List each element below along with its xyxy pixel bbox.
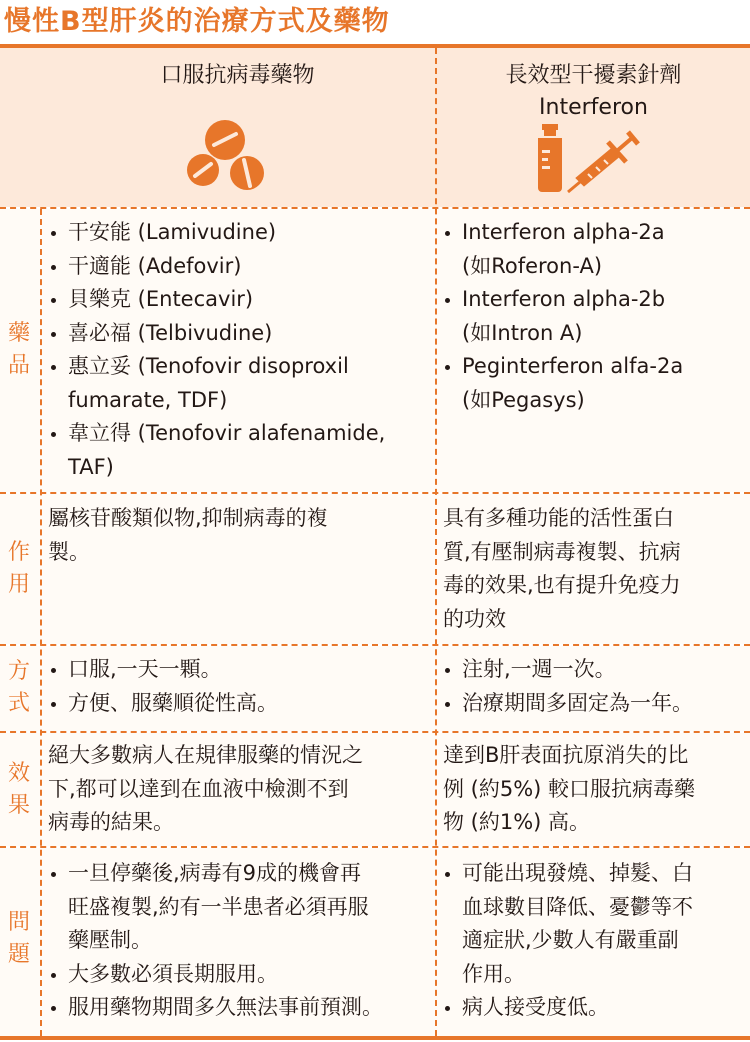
column-heading-interferon	[437, 60, 750, 124]
list-item-text: (如Intron A)	[462, 320, 583, 345]
text-line: 絕大多數病人在規律服藥的情況之	[48, 743, 363, 767]
list-item	[46, 317, 431, 351]
cell-problems-oral	[46, 857, 431, 1025]
list-item-text: TAF)	[68, 454, 114, 479]
list-item-text: 旺盛複製,約有一半患者必須再服	[68, 894, 369, 919]
text-line: 製。	[48, 539, 90, 564]
list-item-text: Interferon alpha-2b	[462, 287, 666, 311]
text-line: 下,都可以達到在血液中檢測不到	[48, 776, 349, 801]
cell-method-interferon	[440, 653, 746, 720]
cell-drugs-interferon	[440, 216, 746, 417]
list-item-text: (如Pegasys)	[462, 387, 585, 412]
cell-drugs-oral	[46, 216, 431, 484]
list-item-text: (如Roferon-A)	[462, 253, 603, 278]
list-item	[46, 216, 431, 250]
text-line: 毒的效果,也有提升免疫力	[443, 573, 681, 597]
row-label-effect	[0, 758, 38, 822]
list-item	[440, 653, 746, 687]
list-item	[440, 216, 746, 283]
list-item	[46, 350, 431, 417]
list-item-text: 口服,一天一顆。	[68, 657, 222, 681]
list-item	[46, 991, 431, 1025]
cell-action-interferon	[443, 502, 746, 636]
page-title: 慢性B型肝炎的治療方式及藥物	[4, 6, 390, 37]
cell-action-oral	[48, 502, 431, 569]
list-item	[46, 250, 431, 284]
list-item	[46, 653, 431, 687]
list-item-text: 一旦停藥後,病毒有9成的機會再	[68, 861, 362, 885]
row-label-char: 方	[7, 659, 30, 684]
row-divider	[0, 492, 750, 494]
list-item	[46, 283, 431, 317]
list-item	[440, 283, 746, 350]
list-item-text: 惠立妥 (Tenofovir disoproxil	[68, 354, 349, 378]
list-item-text: 韋立得 (Tenofovir alafenamide,	[68, 421, 386, 445]
column-heading-oral-text: 口服抗病毒藥物	[160, 63, 315, 88]
text-line: 達到B肝表面抗原消失的比	[443, 743, 689, 767]
list-item	[440, 687, 746, 721]
list-item	[440, 857, 746, 991]
list-item-text: 方便、服藥順從性高。	[68, 690, 278, 715]
list-item-text: Interferon alpha-2a	[462, 220, 665, 244]
row-label-char: 式	[7, 691, 30, 716]
cell-effect-oral	[48, 739, 431, 840]
row-label-method	[0, 656, 38, 720]
list-item-text: 大多數必須長期服用。	[68, 961, 278, 986]
row-label-action	[0, 537, 38, 601]
text-line: 的功效	[443, 606, 506, 631]
label-column-divider	[40, 209, 42, 1036]
row-divider	[0, 644, 750, 646]
pills-icon	[185, 118, 271, 192]
list-item-text: 可能出現發燒、掉髮、白	[462, 861, 693, 885]
list-item	[440, 350, 746, 417]
cell-method-oral	[46, 653, 431, 720]
text-line: 質,有壓制病毒複製、抗病	[443, 539, 681, 564]
row-label-char: 題	[7, 942, 30, 967]
row-label-problems	[0, 907, 38, 971]
list-item-text: 藥壓制。	[68, 928, 152, 952]
column-heading-interferon-text: 長效型干擾素針劑	[505, 63, 682, 88]
list-item-text: 病人接受度低。	[462, 995, 609, 1019]
row-label-char: 作	[7, 540, 30, 565]
list-item-text: 喜必福 (Telbivudine)	[68, 320, 273, 345]
list-item-text: Peginterferon alfa-2a	[462, 354, 684, 378]
column-heading-oral	[40, 60, 435, 92]
row-label-char: 品	[7, 353, 30, 378]
list-item-text: fumarate, TDF)	[68, 387, 228, 412]
row-divider	[0, 731, 750, 733]
row-divider	[0, 207, 750, 209]
vial-syringe-icon	[536, 120, 646, 196]
list-item	[440, 991, 746, 1025]
row-label-char: 問	[7, 910, 30, 935]
text-line: 例 (約5%) 較口服抗病毒藥	[443, 776, 696, 801]
row-label-char: 效	[7, 761, 30, 786]
column-heading-interferon-en: Interferon	[539, 95, 648, 120]
list-item-text: 適症狀,少數人有嚴重副	[462, 928, 679, 952]
list-item-text: 干適能 (Adefovir)	[68, 253, 242, 278]
list-item	[46, 857, 431, 958]
row-label-char: 用	[7, 572, 30, 597]
row-label-char: 藥	[7, 321, 30, 346]
list-item-text: 注射,一週一次。	[462, 657, 616, 681]
column-divider	[435, 48, 437, 1036]
cell-problems-interferon	[440, 857, 746, 1025]
bottom-rule	[0, 1036, 750, 1040]
list-item	[46, 417, 431, 484]
list-item	[46, 687, 431, 721]
list-item	[46, 958, 431, 992]
list-item-text: 治療期間多固定為一年。	[462, 690, 693, 715]
text-line: 物 (約1%) 高。	[443, 810, 591, 834]
row-label-drugs	[0, 318, 38, 382]
list-item-text: 作用。	[462, 961, 525, 986]
row-label-char: 果	[7, 793, 30, 818]
list-item-text: 干安能 (Lamivudine)	[68, 220, 277, 244]
list-item-text: 服用藥物期間多久無法事前預測。	[68, 995, 383, 1019]
text-line: 具有多種功能的活性蛋白	[443, 506, 674, 530]
cell-effect-interferon	[443, 739, 746, 840]
list-item-text: 血球數目降低、憂鬱等不	[462, 894, 693, 919]
text-line: 屬核苷酸類似物,抑制病毒的複	[48, 506, 328, 530]
text-line: 病毒的結果。	[48, 810, 174, 834]
row-divider	[0, 846, 750, 848]
list-item-text: 貝樂克 (Entecavir)	[68, 287, 254, 311]
